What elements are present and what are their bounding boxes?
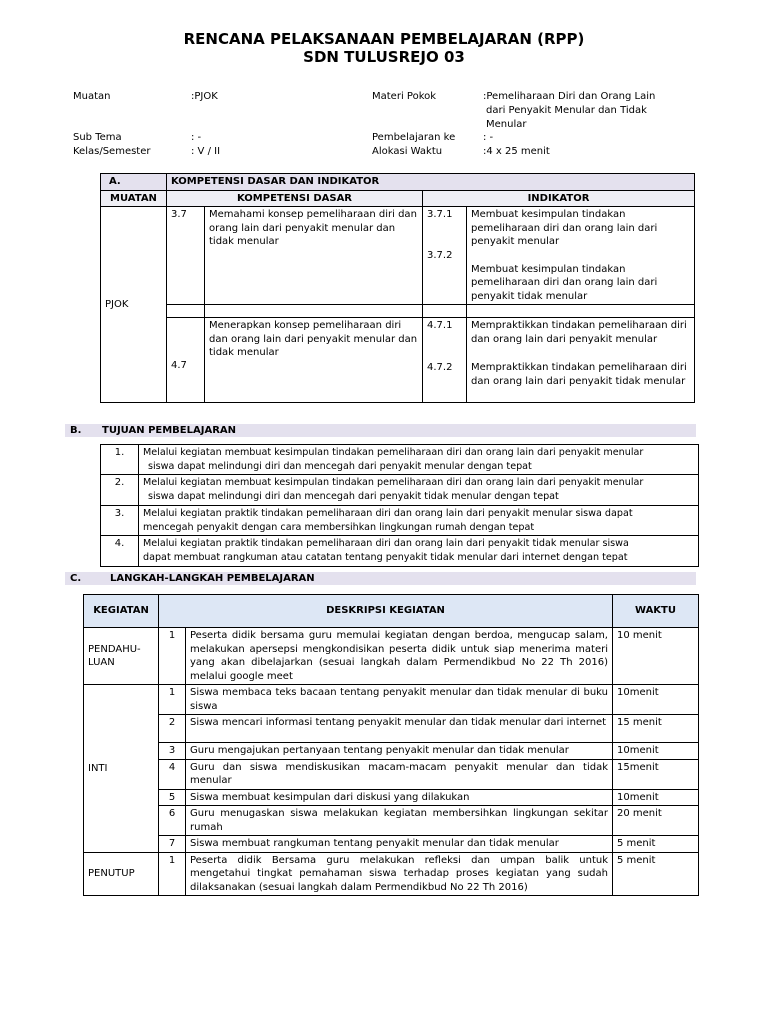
tujuan-line: Melalui kegiatan praktik tindakan pemeliharaan diri dan orang lain dari penyakit tidak menular siswa: [143, 538, 629, 550]
indikator-4-7-2-number: 4.7.2: [427, 361, 453, 373]
tujuan-line: Melalui kegiatan praktik tindakan pemeliharaan diri dan orang lain dari penyakit menular siswa dapat: [143, 507, 633, 519]
indikator-4-7-1-text: Mempraktikkan tindakan pemeliharaan diri dan orang lain dari penyakit menular: [471, 320, 687, 345]
tujuan-item: [139, 475, 699, 505]
section-a-title: KOMPETENSI DASAR DAN INDIKATOR: [167, 174, 695, 191]
step-time: 10 menit: [613, 628, 699, 685]
tujuan-line: Melalui kegiatan membuat kesimpulan tindakan pemeliharaan diri dan orang lain dari penyakit menular: [143, 477, 644, 489]
tujuan-number: 3.: [101, 505, 139, 535]
step-number: 1: [159, 628, 186, 685]
tujuan-number: 4.: [101, 536, 139, 566]
tujuan-item: [139, 505, 699, 535]
tujuan-line: siswa dapat melindungi diri dan mencegah dari penyakit tidak menular dengan tepat: [148, 491, 559, 503]
section-b-title: TUJUAN PEMBELAJARAN: [102, 425, 237, 436]
step-number: 2: [159, 715, 186, 743]
subtema-label: Sub Tema: [73, 132, 122, 143]
step-number: 4: [159, 759, 186, 789]
kelas-label: Kelas/Semester: [73, 146, 151, 157]
indikator-4-7-numbers: [423, 318, 467, 403]
materi-value-2: dari Penyakit Menular dan Tidak: [486, 105, 647, 116]
tujuan-line: dapat membuat rangkuman atau catatan tentang penyakit tidak menular dari internet dengan tepat: [143, 551, 628, 563]
col-kegiatan: KEGIATAN: [84, 595, 159, 628]
muatan-cell: PJOK: [101, 207, 167, 403]
step-time: 10menit: [613, 743, 699, 760]
tujuan-number: 2.: [101, 475, 139, 505]
phase-label: LUAN: [88, 657, 115, 668]
pembelajaran-value: : -: [483, 132, 494, 143]
step-time: 10menit: [613, 685, 699, 715]
step-number: 1: [159, 852, 186, 896]
tujuan-item: [139, 536, 699, 566]
indikator-3-7-numbers: [423, 207, 467, 305]
step-number: 5: [159, 789, 186, 806]
step-number: 3: [159, 743, 186, 760]
empty-cell: [423, 305, 467, 318]
step-description: Siswa membuat rangkuman tentang penyakit menular dan tidak menular: [186, 836, 613, 853]
col-indikator: INDIKATOR: [423, 190, 695, 207]
section-a-letter: A.: [101, 174, 167, 191]
step-description: Peserta didik bersama guru memulai kegiatan dengan berdoa, mengucap salam, melakukan apersepsi mengkondisikan peserta didik untuk siap menerima materi yang akan dibelajarkan (sesuai langkah dalam Permendikbud No 22 Th 2016) melalui google meet: [186, 628, 613, 685]
step-description: Siswa membaca teks bacaan tentang penyakit menular dan tidak menular di buku siswa: [186, 685, 613, 715]
tujuan-table: [100, 444, 699, 567]
indikator-4-7-1-number: 4.7.1: [427, 320, 453, 331]
col-waktu: WAKTU: [613, 595, 699, 628]
section-b-letter: B.: [70, 425, 82, 436]
section-c-title: LANGKAH-LANGKAH PEMBELAJARAN: [110, 573, 315, 584]
step-description: Guru mengajukan pertanyaan tentang penyakit menular dan tidak menular: [186, 743, 613, 760]
step-time: 20 menit: [613, 806, 699, 836]
alokasi-label: Alokasi Waktu: [372, 146, 443, 157]
step-description: Siswa mencari informasi tentang penyakit menular dan tidak menular dari internet: [186, 715, 613, 743]
tujuan-line: Melalui kegiatan membuat kesimpulan tindakan pemeliharaan diri dan orang lain dari penyakit menular: [143, 447, 644, 458]
step-time: 10menit: [613, 789, 699, 806]
col-deskripsi: DESKRIPSI KEGIATAN: [159, 595, 613, 628]
kd-4-7-number: 4.7: [167, 318, 205, 403]
indikator-4-7-texts: [467, 318, 695, 403]
step-description: Guru dan siswa mendiskusikan macam-macam penyakit menular dan tidak menular: [186, 759, 613, 789]
empty-cell: [205, 305, 423, 318]
indikator-4-7-2-text: Mempraktikkan tindakan pemeliharaan diri dan orang lain dari penyakit tidak menular: [471, 362, 687, 387]
kd-3-7-number: 3.7: [167, 207, 205, 305]
step-description: Guru menugaskan siswa melakukan kegiatan membersihkan lingkungan sekitar rumah: [186, 806, 613, 836]
langkah-table: [83, 594, 699, 896]
section-c-letter: C.: [70, 573, 82, 584]
empty-cell: [167, 305, 205, 318]
kd-3-7-text: Memahami konsep pemeliharaan diri dan orang lain dari penyakit menular dan tidak menular: [205, 207, 423, 305]
indikator-3-7-2-text: Membuat kesimpulan tindakan pemeliharaan diri dan orang lain dari penyakit tidak menular: [471, 263, 658, 302]
materi-value-1: :Pemeliharaan Diri dan Orang Lain: [483, 91, 656, 102]
document-title: RENCANA PELAKSANAAN PEMBELAJARAN (RPP): [183, 30, 585, 48]
kompetensi-table: [100, 173, 695, 403]
muatan-value: :PJOK: [191, 91, 218, 102]
phase-penutup: PENUTUP: [84, 852, 159, 896]
step-number: 6: [159, 806, 186, 836]
phase-inti: INTI: [84, 685, 159, 853]
step-number: 1: [159, 685, 186, 715]
kd-4-7-text: Menerapkan konsep pemeliharaan diri dan orang lain dari penyakit menular dan tidak menular: [205, 318, 423, 403]
kelas-value: : V / II: [191, 146, 221, 157]
step-description: Peserta didik Bersama guru melakukan refleksi dan umpan balik untuk mengetahui tingkat pemahaman siswa terhadap proses kegiatan yang sudah dilaksanakan (sesuai langkah dalam Permendikbud No 22 Th 2016): [186, 852, 613, 896]
materi-label: Materi Pokok: [372, 91, 437, 102]
phase-label: PENDAHU-: [88, 643, 141, 655]
alokasi-value: :4 x 25 menit: [483, 146, 550, 157]
materi-value-3: Menular: [486, 119, 527, 130]
phase-pendahuluan: [84, 628, 159, 685]
pembelajaran-label: Pembelajaran ke: [372, 132, 456, 143]
step-description: Siswa membuat kesimpulan dari diskusi yang dilakukan: [186, 789, 613, 806]
indikator-3-7-1-number: 3.7.1: [427, 209, 453, 220]
muatan-label: Muatan: [73, 91, 111, 102]
step-time: 15 menit: [613, 715, 699, 743]
empty-cell: [467, 305, 695, 318]
step-time: 5 menit: [613, 852, 699, 896]
indikator-3-7-texts: [467, 207, 695, 305]
school-name: SDN TULUSREJO 03: [303, 48, 465, 66]
col-muatan: MUATAN: [101, 190, 167, 207]
step-time: 15menit: [613, 759, 699, 789]
tujuan-line: siswa dapat melindungi diri dan mencegah dari penyakit menular dengan tepat: [148, 460, 532, 472]
step-time: 5 menit: [613, 836, 699, 853]
tujuan-number: 1.: [101, 445, 139, 475]
indikator-3-7-1-text: Membuat kesimpulan tindakan pemeliharaan diri dan orang lain dari penyakit menular: [471, 209, 658, 247]
step-number: 7: [159, 836, 186, 853]
indikator-3-7-2-number: 3.7.2: [427, 249, 453, 261]
col-kompetensi-dasar: KOMPETENSI DASAR: [167, 190, 423, 207]
tujuan-item: [139, 445, 699, 475]
subtema-value: : -: [191, 132, 202, 143]
tujuan-line: mencegah penyakit dengan cara membersihkan lingkungan rumah dengan tepat: [143, 521, 535, 533]
